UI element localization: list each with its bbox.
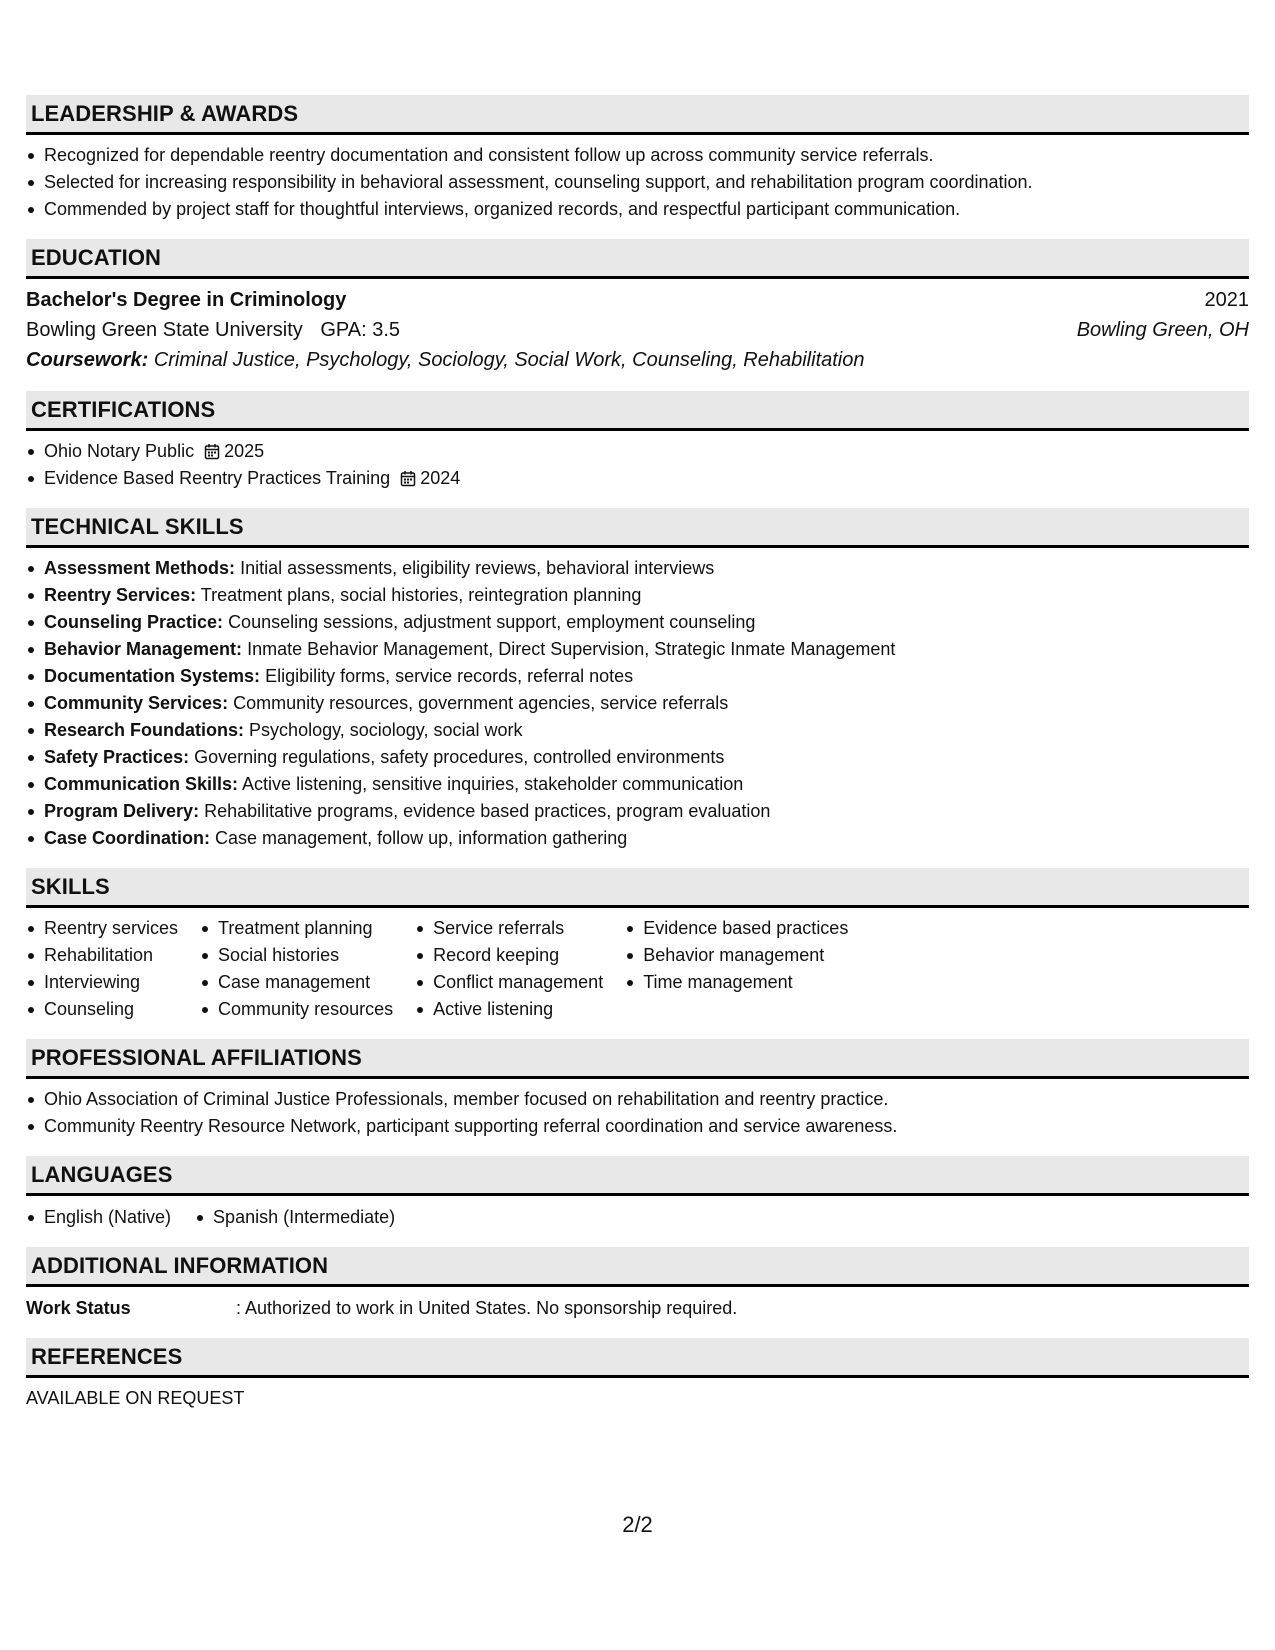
list-item: Selected for increasing responsibility in behavioral assessment, counseling support, and rehabilitation program coordination. (26, 169, 1249, 196)
calendar-icon (400, 468, 416, 495)
skill-detail: Psychology, sociology, social work (249, 720, 523, 740)
skill-detail: Community resources, government agencies, service referrals (233, 693, 729, 713)
section-title: TECHNICAL SKILLS (31, 513, 244, 539)
coursework-label: Coursework: (26, 349, 149, 371)
list-item: Community Reentry Resource Network, participant supporting referral coordination and service awareness. (26, 1113, 1249, 1140)
certification-year: 2025 (224, 441, 265, 461)
language-item: English (Native) (26, 1204, 171, 1231)
leadership-list (26, 142, 1249, 223)
skill-category: Safety Practices: (44, 747, 190, 767)
skill-category: Case Coordination: (44, 828, 211, 848)
calendar-icon (204, 441, 220, 468)
degree: Bachelor's Degree in Criminology (26, 289, 347, 311)
skill-item: Rehabilitation (26, 942, 178, 969)
skills-column (625, 915, 848, 1023)
skill-item: Conflict management (415, 969, 603, 996)
affiliations-section (26, 1039, 1249, 1140)
certification-name: Ohio Notary Public (44, 441, 195, 461)
skill-item: Active listening (415, 996, 603, 1023)
list-item (26, 717, 1249, 744)
section-header (26, 1156, 1249, 1196)
page-number: 2/2 (622, 1512, 653, 1537)
education-section (26, 239, 1249, 375)
skill-item: Behavior management (625, 942, 848, 969)
skill-detail: Inmate Behavior Management, Direct Supervision, Strategic Inmate Management (247, 639, 896, 659)
skill-item: Service referrals (415, 915, 603, 942)
section-header (26, 239, 1249, 279)
skill-detail: Treatment plans, social histories, reintegration planning (200, 585, 642, 605)
education-entry (26, 285, 1249, 375)
list-item (26, 771, 1249, 798)
list-item (26, 582, 1249, 609)
list-item (26, 465, 1249, 492)
languages-section (26, 1156, 1249, 1231)
skill-category: Program Delivery: (44, 801, 200, 821)
skills-column (415, 915, 603, 1023)
resume-page (26, 95, 1249, 1425)
work-status-value: : Authorized to work in United States. No sponsorship required. (236, 1298, 738, 1318)
section-title: LEADERSHIP & AWARDS (31, 100, 299, 126)
skill-category: Assessment Methods: (44, 558, 236, 578)
skills-section (26, 868, 1249, 1023)
skill-detail: Counseling sessions, adjustment support, employment counseling (228, 612, 756, 632)
list-item (26, 438, 1249, 465)
skill-item: Reentry services (26, 915, 178, 942)
list-item: Ohio Association of Criminal Justice Professionals, member focused on rehabilitation and reentry practice. (26, 1086, 1249, 1113)
skills-columns (26, 915, 1249, 1023)
section-title: LANGUAGES (31, 1161, 173, 1187)
graduation-year: 2021 (1204, 289, 1249, 311)
skills-column (26, 915, 178, 1023)
leadership-section (26, 95, 1249, 223)
skill-item: Counseling (26, 996, 178, 1023)
section-header (26, 1247, 1249, 1287)
work-status-label: Work Status (26, 1298, 131, 1318)
skill-category: Research Foundations: (44, 720, 245, 740)
skill-item: Interviewing (26, 969, 178, 996)
skill-item: Community resources (200, 996, 393, 1023)
section-title: EDUCATION (31, 244, 162, 270)
list-item (26, 609, 1249, 636)
skill-category: Counseling Practice: (44, 612, 224, 632)
section-title: REFERENCES (31, 1343, 183, 1369)
section-title: PROFESSIONAL AFFILIATIONS (31, 1044, 362, 1070)
skill-detail: Rehabilitative programs, evidence based practices, program evaluation (204, 801, 771, 821)
skill-detail: Initial assessments, eligibility reviews, behavioral interviews (240, 558, 715, 578)
certification-year: 2024 (420, 468, 461, 488)
certification-name: Evidence Based Reentry Practices Training (44, 468, 391, 488)
languages-list (26, 1204, 419, 1231)
coursework: Criminal Justice, Psychology, Sociology, Social Work, Counseling, Rehabilitation (153, 349, 865, 371)
skill-item: Time management (625, 969, 848, 996)
skill-category: Reentry Services: (44, 585, 197, 605)
certifications-list (26, 438, 1249, 492)
skill-item: Treatment planning (200, 915, 393, 942)
section-header (26, 1338, 1249, 1378)
technical-skills-list (26, 555, 1249, 852)
language-item: Spanish (Intermediate) (195, 1204, 395, 1231)
gpa: GPA: 3.5 (320, 319, 401, 341)
certifications-section (26, 391, 1249, 492)
section-header (26, 391, 1249, 431)
skill-item: Evidence based practices (625, 915, 848, 942)
work-status-row (26, 1294, 1249, 1322)
list-item (26, 663, 1249, 690)
additional-info-section (26, 1247, 1249, 1322)
skill-item: Record keeping (415, 942, 603, 969)
section-title: SKILLS (31, 873, 110, 899)
skill-category: Communication Skills: (44, 774, 239, 794)
references-text: AVAILABLE ON REQUEST (26, 1388, 245, 1408)
skill-detail: Governing regulations, safety procedures, controlled environments (194, 747, 725, 767)
school-location: Bowling Green, OH (1076, 319, 1249, 341)
skills-column (200, 915, 393, 1023)
list-item: Commended by project staff for thoughtful interviews, organized records, and respectful participant communication. (26, 196, 1249, 223)
section-header (26, 868, 1249, 908)
skill-item: Social histories (200, 942, 393, 969)
affiliations-list (26, 1086, 1249, 1140)
section-header (26, 508, 1249, 548)
skill-category: Behavior Management: (44, 639, 243, 659)
list-item (26, 636, 1249, 663)
skill-detail: Case management, follow up, information gathering (215, 828, 628, 848)
section-title: ADDITIONAL INFORMATION (31, 1252, 329, 1278)
school-name: Bowling Green State University (26, 319, 303, 341)
list-item: Recognized for dependable reentry documentation and consistent follow up across community service referrals. (26, 142, 1249, 169)
list-item (26, 825, 1249, 852)
skill-detail: Active listening, sensitive inquiries, stakeholder communication (242, 774, 744, 794)
technical-skills-section (26, 508, 1249, 852)
list-item (26, 555, 1249, 582)
list-item (26, 798, 1249, 825)
list-item (26, 744, 1249, 771)
section-title: CERTIFICATIONS (31, 396, 216, 422)
section-header (26, 1039, 1249, 1079)
skill-category: Documentation Systems: (44, 666, 261, 686)
references-section (26, 1338, 1249, 1409)
skill-item: Case management (200, 969, 393, 996)
skill-category: Community Services: (44, 693, 229, 713)
skill-detail: Eligibility forms, service records, referral notes (265, 666, 634, 686)
section-header (26, 95, 1249, 135)
list-item (26, 690, 1249, 717)
